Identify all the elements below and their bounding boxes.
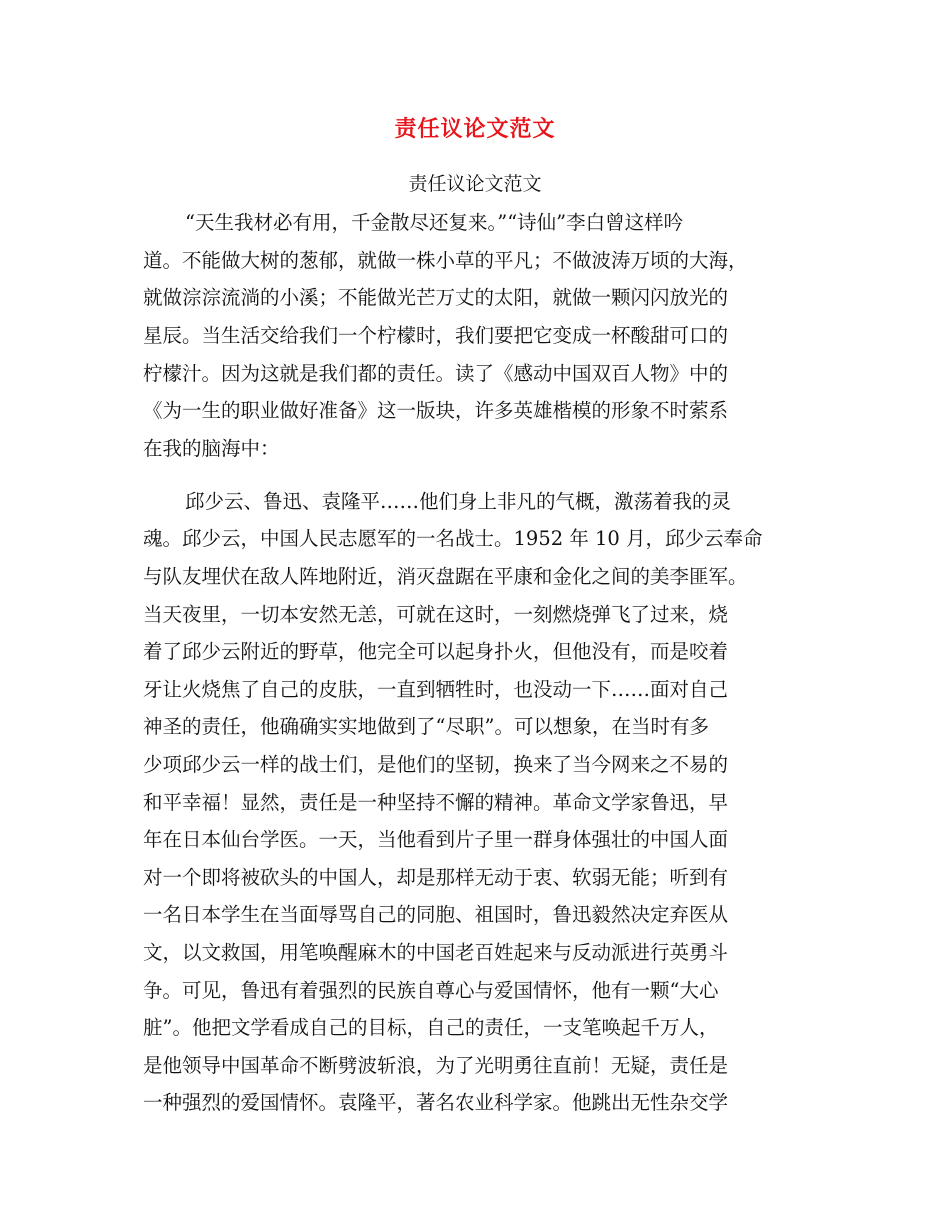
text-line: 神圣的责任，他确确实实地做到了“尽职”。可以想象，在当时有多 [143, 715, 709, 739]
document-subtitle: 责任议论文范文 [408, 173, 542, 195]
text-line: 星辰。当生活交给我们一个柠檬时，我们要把它变成一杯酸甜可口的 [143, 324, 729, 348]
text-line: 脏”。他把文学看成自己的目标，自己的责任，一支笔唤起千万人， [143, 1016, 719, 1040]
text-line: 年在日本仙台学医。一天，当他看到片子里一群身体强壮的中国人面 [143, 828, 729, 852]
text-line: 文，以文救国，用笔唤醒麻木的中国老百姓起来与反动派进行英勇斗 [143, 940, 729, 964]
document-body [143, 204, 805, 1122]
text-line: 柠檬汁。因为这就是我们都的责任。读了《感动中国双百人物》中的 [143, 361, 729, 385]
text-line: 与队友埋伏在敌人阵地附近，消灭盘踞在平康和金化之间的美李匪军。 [143, 565, 748, 588]
text-line: 在我的脑海中： [143, 437, 280, 461]
text-line: 对一个即将被砍头的中国人，却是那样无动于衷、软弱无能；听到有 [143, 865, 729, 889]
text-line: 争。可见，鲁迅有着强烈的民族自尊心与爱国情怀，他有一颗“大心 [143, 978, 719, 1002]
text-line: 就做淙淙流淌的小溪；不能做光芒万丈的太阳，就做一颗闪闪放光的 [143, 286, 729, 310]
text-line: 和平幸福！显然，责任是一种坚持不懈的精神。革命文学家鲁迅，早 [143, 790, 729, 814]
text-line: 当天夜里，一切本安然无恙，可就在这时，一刻燃烧弹飞了过来，烧 [143, 602, 729, 626]
paragraph-1 [143, 204, 805, 468]
text-line: 牙让火烧焦了自己的皮肤，一直到牺牲时，也没动一下……面对自己 [143, 677, 729, 701]
document-title: 责任议论文范文 [394, 116, 556, 142]
text-line: “天生我材必有用，千金散尽还复来。”“诗仙”李白曾这样吟 [185, 211, 684, 234]
text-line: 道。不能做大树的葱郁，就做一株小草的平凡；不做波涛万顷的大海， [143, 248, 748, 272]
text-line: 一名日本学生在当面辱骂自己的同胞、祖国时，鲁迅毅然决定弃医从 [143, 903, 729, 927]
text-line: 《为一生的职业做好准备》这一版块，许多英雄楷模的形象不时萦系 [143, 399, 729, 423]
paragraph-2 [143, 483, 805, 1122]
text-line: 着了邱少云附近的野草，他完全可以起身扑火，但他没有，而是咬着 [143, 640, 729, 664]
text-line: 一种强烈的爱国情怀。袁隆平，著名农业科学家。他跳出无性杂交学 [143, 1091, 729, 1115]
text-line: 少项邱少云一样的战士们，是他们的坚韧，换来了当今网来之不易的 [143, 752, 729, 776]
text-line: 是他领导中国革命不断劈波斩浪，为了光明勇往直前！无疑，责任是 [143, 1053, 729, 1077]
text-line: 邱少云、鲁迅、袁隆平……他们身上非凡的气概，激荡着我的灵 [185, 489, 732, 513]
text-line: 魂。邱少云，中国人民志愿军的一名战士。1952 年 10 月，邱少云奉命 [143, 527, 763, 551]
